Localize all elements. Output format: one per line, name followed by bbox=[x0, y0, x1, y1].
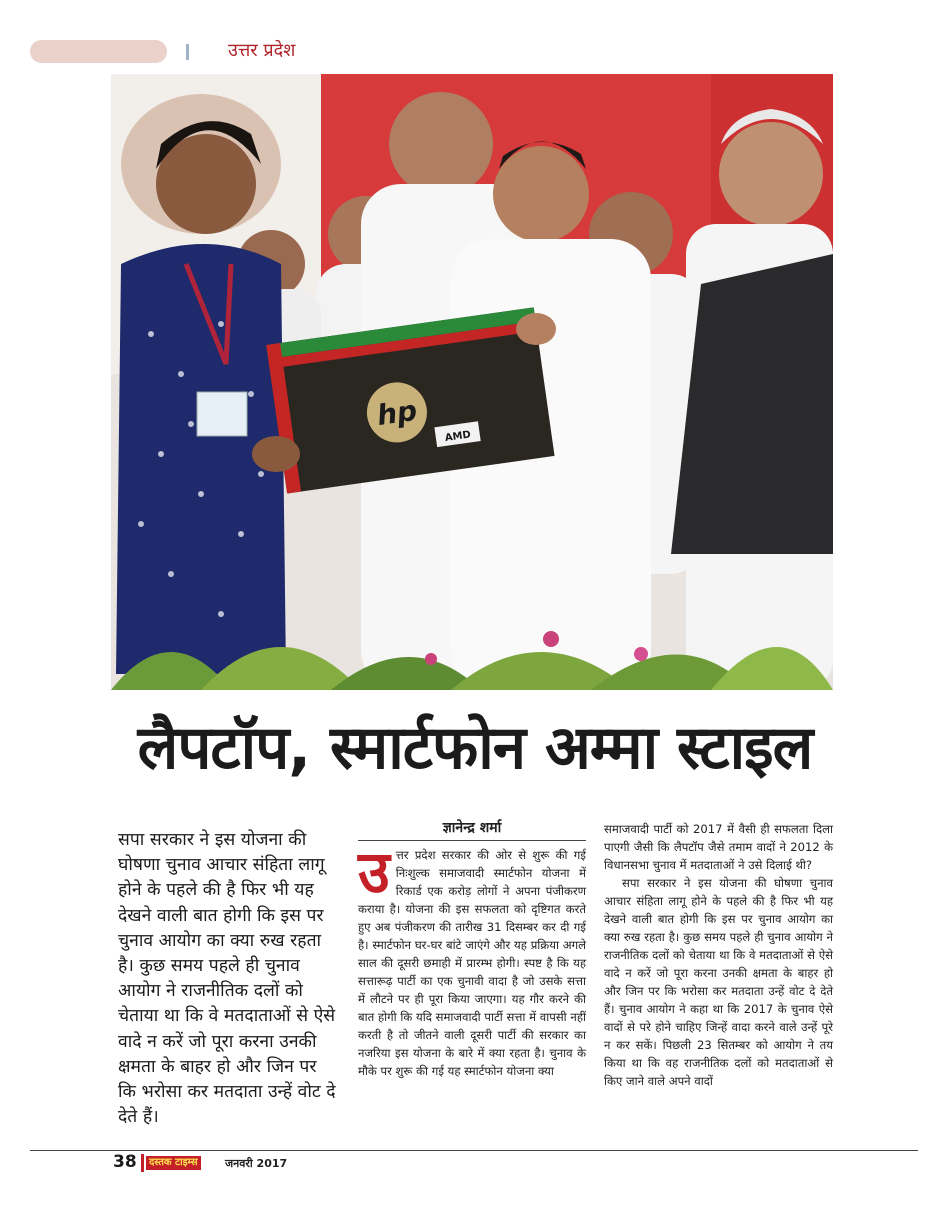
article-headline: लैपटॉप, स्मार्टफोन अम्मा स्टाइल bbox=[137, 713, 813, 783]
pull-quote-column: सपा सरकार ने इस योजना की घोषणा चुनाव आचार संहिता लागू होने के पहले की है फिर भी यह देखने वाली बात होगी कि इस पर चुनाव आयोग का क्या रुख रहता है। कुछ समय पहले ही चुनाव आयोग ने राजनीतिक दलों को चेताया था कि वे मतदाताओं से ऐसे वादे न करें जो पूरा करना उनकी क्षमता के बाहर हो और जिन पर कि भरोसा कर मतदाता उन्हें वोट दे देते हैं। bbox=[118, 830, 336, 1128]
right-column-paragraph-1: समाजवादी पार्टी को 2017 में वैसी ही सफलता दिला पाएगी जैसी कि लैपटॉप जैसे तमाम वादों ने 2012 के विधानसभा चुनाव में मतदाताओं ने उसे दिलाई थी? bbox=[604, 822, 833, 872]
magazine-logo: दस्तक टाइम्स bbox=[146, 1156, 201, 1170]
photo-illustration bbox=[111, 74, 833, 690]
header-separator bbox=[186, 44, 189, 60]
right-column-paragraph-2: सपा सरकार ने इस योजना की घोषणा चुनाव आचार संहिता लागू होने के पहले की है फिर भी यह देखने वाली बात होगी कि इस पर चुनाव आयोग का क्या रुख रहता है। कुछ समय पहले ही चुनाव आयोग ने राजनीतिक दलों को चेताया था कि वे मतदाताओं से ऐसे वादे न करें जो पूरा करना उनकी क्षमता के बाहर हो और जिन पर कि भरोसा कर मतदाता उन्हें वोट दे देते हैं। चुनाव आयोग ने कहा था कि 2017 के चुनाव ऐसे वादों से परे होने चाहिए जिन्हें वादा करने वाले उन्हें पूरे न कर सकें। पिछली 23 सितम्बर को आयोग ने तय किया था कि वह राजनीतिक दलों को मतदाताओं से किए जाने वाले अपने वादों bbox=[604, 876, 833, 1088]
middle-column-text: त्तर प्रदेश सरकार की ओर से शुरू की गई निःशुल्क समाजवादी स्मार्टफोन योजना में रिकार्ड एक करोड़ लोगों ने अपना पंजीकरण कराया है। योजना की इस सफलता को दृष्टिगत करते हुए अब पंजीकरण की तारीख 31 दिसम्बर कर दी गई है। स्मार्टफोन घर-घर बांटे जाएंगे और यह प्रक्रिया अगले साल की दूसरी छमाही में प्रारम्भ होगी। स्पष्ट है कि यह सत्तारूढ़ पार्टी का एक चुनावी वादा है जो उसके सत्ता में लौटने पर ही पूरा किया जाएगा। यह गौर करने की बात होगी कि यदि समाजवादी पार्टी सत्ता में वापसी नहीं करती है तो जीतने वाली दूसरी पार्टी की सरकार का नजरिया इस योजना के बारे में क्या रहता है। चुनाव के मौके पर शुरू की गई यह स्मार्टफोन योजना क्या bbox=[358, 848, 586, 1078]
drop-cap: उ bbox=[358, 838, 390, 906]
laptop-amd-badge: AMD bbox=[444, 429, 472, 444]
issue-date: जनवरी 2017 bbox=[225, 1157, 288, 1170]
header-decoration-pill bbox=[30, 40, 167, 63]
article-column-middle bbox=[358, 838, 586, 1080]
section-label: उत्तर प्रदेश bbox=[228, 40, 296, 61]
author-byline: ज्ञानेन्द्र शर्मा bbox=[358, 818, 586, 841]
footer-divider bbox=[141, 1154, 144, 1172]
article-photo bbox=[111, 74, 833, 690]
page-number: 38 bbox=[113, 1152, 137, 1172]
article-column-right bbox=[604, 820, 833, 1090]
footer-rule bbox=[30, 1150, 918, 1151]
laptop-brand-logo: hp bbox=[374, 393, 420, 433]
